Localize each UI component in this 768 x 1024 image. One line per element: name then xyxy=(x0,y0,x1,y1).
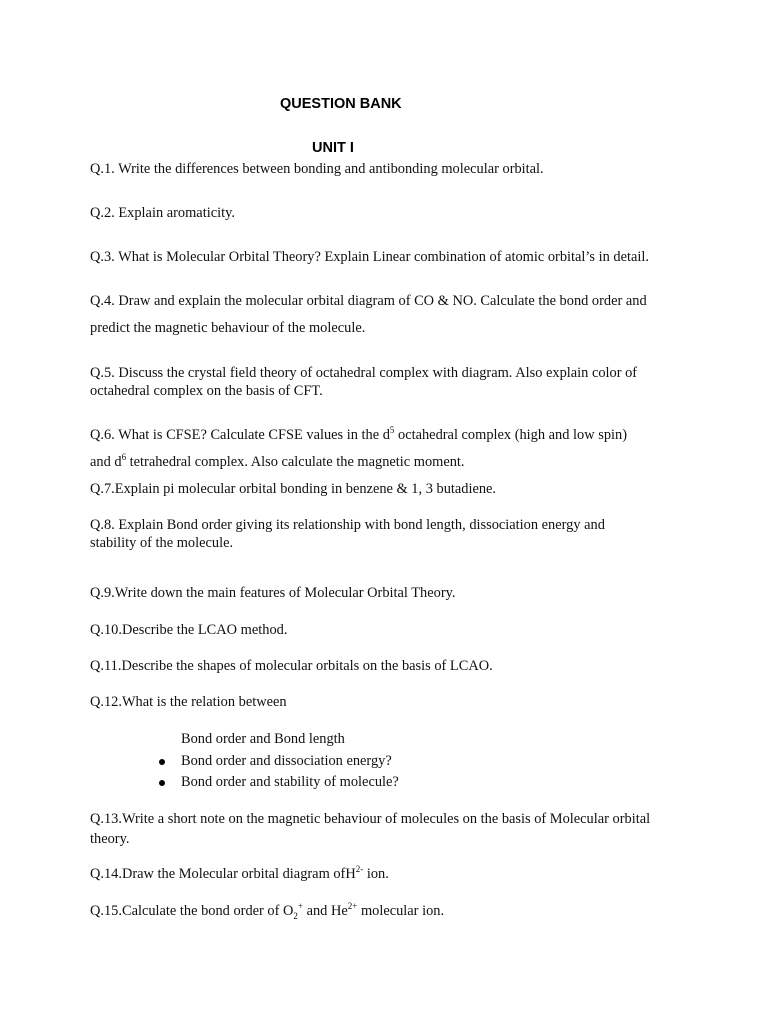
question-6-line-2 xyxy=(90,453,627,471)
question-7: Q.7.Explain pi molecular orbital bonding in benzene & 1, 3 butadiene. xyxy=(90,481,497,497)
superscript-plus: + xyxy=(297,901,303,912)
question-3: Q.3. What is Molecular Orbital Theory? Explain Linear combination of atomic orbital’s in detail. xyxy=(90,249,649,265)
question-4 xyxy=(90,292,647,337)
sublist-item-label: Bond order and stability of molecule? xyxy=(181,774,399,790)
superscript-6: 6 xyxy=(121,452,127,463)
question-14-text-b: ion. xyxy=(363,866,389,882)
question-6 xyxy=(90,426,627,471)
question-11: Q.11.Describe the shapes of molecular orbitals on the basis of LCAO. xyxy=(90,658,493,674)
question-15 xyxy=(90,902,444,920)
question-12-sublist xyxy=(181,729,399,794)
question-15-text-c: molecular ion. xyxy=(357,903,445,919)
sublist-item xyxy=(181,751,399,773)
sublist-item xyxy=(181,772,399,794)
question-5-line-1: Q.5. Discuss the crystal field theory of octahedral complex with diagram. Also explain color of xyxy=(90,365,638,381)
question-13 xyxy=(90,809,650,849)
question-6-text-c: and d xyxy=(90,454,122,470)
bullet-icon xyxy=(159,780,165,786)
question-6-text-b: octahedral complex (high and low spin) xyxy=(394,427,628,443)
question-14-text-a: Q.14.Draw the Molecular orbital diagram ofH xyxy=(90,866,356,882)
question-6-text-d: tetrahedral complex. Also calculate the magnetic moment. xyxy=(126,454,465,470)
sublist-item-label: Bond order and dissociation energy? xyxy=(181,752,392,769)
question-13-line-1: Q.13.Write a short note on the magnetic behaviour of molecules on the basis of Molecular orbital xyxy=(90,811,651,827)
question-4-line-2: predict the magnetic behaviour of the molecule. xyxy=(90,320,366,336)
page-title: QUESTION BANK xyxy=(280,96,402,112)
question-13-line-2: theory. xyxy=(90,831,130,847)
question-8-line-1: Q.8. Explain Bond order giving its relationship with bond length, dissociation energy and xyxy=(90,517,605,533)
sublist-item xyxy=(181,729,399,751)
question-1: Q.1. Write the differences between bonding and antibonding molecular orbital. xyxy=(90,161,544,177)
question-2: Q.2. Explain aromaticity. xyxy=(90,205,235,221)
subscript-2: 2 xyxy=(293,910,298,921)
question-12: Q.12.What is the relation between xyxy=(90,694,287,710)
question-6-text-a: Q.6. What is CFSE? Calculate CFSE values in the d xyxy=(90,427,390,443)
superscript-5: 5 xyxy=(389,425,395,436)
question-5-line-2: octahedral complex on the basis of CFT. xyxy=(90,383,323,399)
question-9: Q.9.Write down the main features of Molecular Orbital Theory. xyxy=(90,585,456,601)
question-14 xyxy=(90,865,389,883)
superscript-charge: 2- xyxy=(355,864,364,875)
superscript-2plus: 2+ xyxy=(347,901,358,912)
question-5 xyxy=(90,364,637,400)
bullet-icon xyxy=(159,759,165,765)
question-8-line-2: stability of the molecule. xyxy=(90,535,234,551)
question-8 xyxy=(90,516,605,552)
question-15-text-a: Q.15.Calculate the bond order of O xyxy=(90,903,294,919)
question-6-line-1 xyxy=(90,426,627,444)
unit-heading: UNIT I xyxy=(312,140,354,156)
question-10: Q.10.Describe the LCAO method. xyxy=(90,622,288,638)
sublist-item-label: Bond order and Bond length xyxy=(181,731,345,747)
question-4-line-1: Q.4. Draw and explain the molecular orbital diagram of CO & NO. Calculate the bond order and xyxy=(90,293,647,309)
question-15-text-b: and He xyxy=(303,903,348,919)
